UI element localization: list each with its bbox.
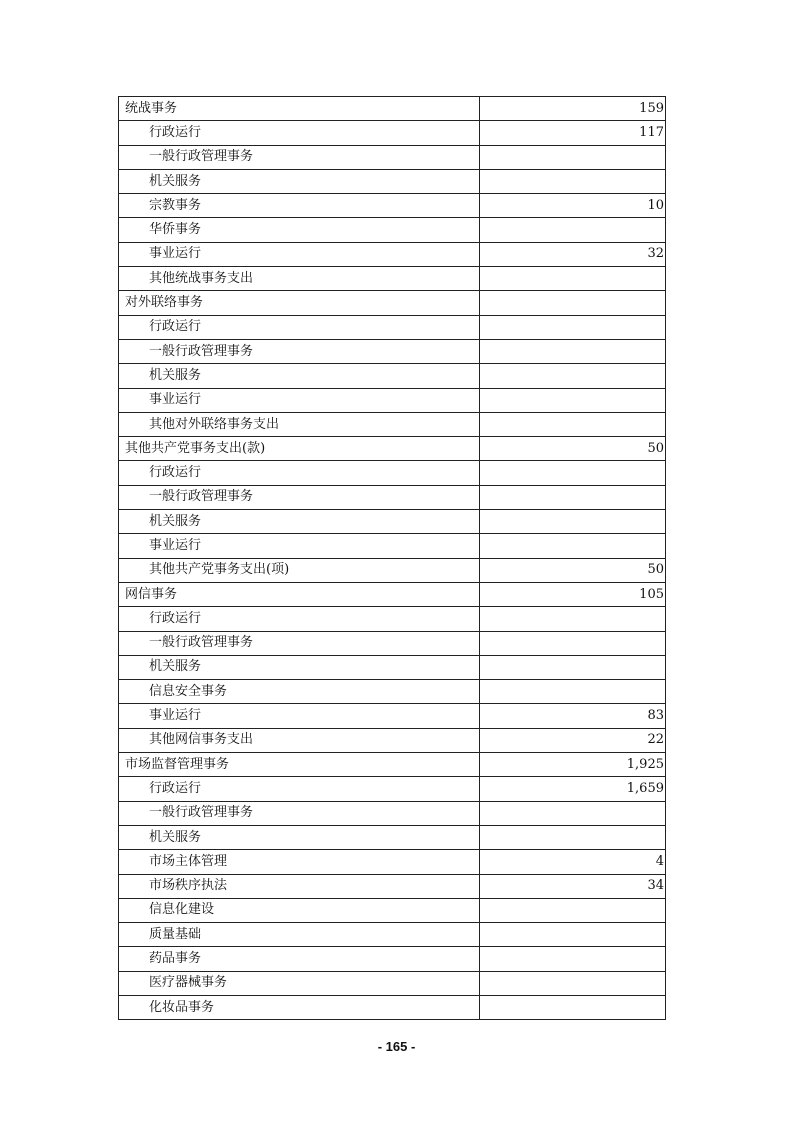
item-name: 行政运行 — [119, 461, 480, 485]
subitem-row — [119, 680, 666, 704]
item-name: 药品事务 — [119, 947, 480, 971]
subitem-row — [119, 947, 666, 971]
item-name: 机关服务 — [119, 169, 480, 193]
item-amount — [480, 364, 666, 388]
subitem-row — [119, 461, 666, 485]
subitem-row — [119, 121, 666, 145]
item-amount — [480, 339, 666, 363]
item-amount: 1,659 — [480, 777, 666, 801]
item-name: 网信事务 — [119, 582, 480, 606]
subitem-row — [119, 194, 666, 218]
item-amount — [480, 631, 666, 655]
item-name: 事业运行 — [119, 242, 480, 266]
item-name: 宗教事务 — [119, 194, 480, 218]
item-amount — [480, 655, 666, 679]
item-name: 事业运行 — [119, 704, 480, 728]
subitem-row — [119, 607, 666, 631]
item-name: 其他对外联络事务支出 — [119, 412, 480, 436]
item-name: 对外联络事务 — [119, 291, 480, 315]
subitem-row — [119, 510, 666, 534]
item-amount: 117 — [480, 121, 666, 145]
item-name: 信息化建设 — [119, 898, 480, 922]
item-amount — [480, 923, 666, 947]
item-name: 市场监督管理事务 — [119, 753, 480, 777]
item-name: 其他共产党事务支出(项) — [119, 558, 480, 582]
item-amount: 50 — [480, 437, 666, 461]
subitem-row — [119, 485, 666, 509]
item-amount — [480, 825, 666, 849]
item-amount: 4 — [480, 850, 666, 874]
item-name: 其他统战事务支出 — [119, 267, 480, 291]
subitem-row — [119, 971, 666, 995]
item-name: 事业运行 — [119, 388, 480, 412]
subitem-row — [119, 267, 666, 291]
item-name: 一般行政管理事务 — [119, 801, 480, 825]
item-name: 华侨事务 — [119, 218, 480, 242]
item-amount: 159 — [480, 97, 666, 121]
subitem-row — [119, 777, 666, 801]
subitem-row — [119, 534, 666, 558]
subitem-row — [119, 388, 666, 412]
category-row — [119, 753, 666, 777]
item-name: 市场秩序执法 — [119, 874, 480, 898]
subitem-row — [119, 169, 666, 193]
item-amount — [480, 947, 666, 971]
item-name: 统战事务 — [119, 97, 480, 121]
item-name: 化妆品事务 — [119, 995, 480, 1019]
item-amount — [480, 315, 666, 339]
item-amount — [480, 607, 666, 631]
subitem-row — [119, 995, 666, 1019]
subitem-row — [119, 728, 666, 752]
item-name: 一般行政管理事务 — [119, 339, 480, 363]
item-amount — [480, 680, 666, 704]
subitem-row — [119, 655, 666, 679]
item-amount — [480, 461, 666, 485]
item-amount — [480, 898, 666, 922]
item-name: 机关服务 — [119, 510, 480, 534]
item-name: 行政运行 — [119, 121, 480, 145]
item-amount — [480, 145, 666, 169]
subitem-row — [119, 145, 666, 169]
item-name: 医疗器械事务 — [119, 971, 480, 995]
item-name: 其他共产党事务支出(款) — [119, 437, 480, 461]
item-name: 市场主体管理 — [119, 850, 480, 874]
item-name: 机关服务 — [119, 364, 480, 388]
subitem-row — [119, 825, 666, 849]
item-name: 行政运行 — [119, 607, 480, 631]
item-amount — [480, 267, 666, 291]
subitem-row — [119, 898, 666, 922]
item-amount: 105 — [480, 582, 666, 606]
category-row — [119, 291, 666, 315]
subitem-row — [119, 412, 666, 436]
subitem-row — [119, 874, 666, 898]
item-amount — [480, 510, 666, 534]
item-amount — [480, 801, 666, 825]
item-amount — [480, 971, 666, 995]
item-name: 信息安全事务 — [119, 680, 480, 704]
item-amount: 83 — [480, 704, 666, 728]
item-amount: 50 — [480, 558, 666, 582]
table-body — [119, 97, 666, 1020]
item-amount — [480, 412, 666, 436]
item-name: 行政运行 — [119, 777, 480, 801]
subitem-row — [119, 242, 666, 266]
item-name: 其他网信事务支出 — [119, 728, 480, 752]
item-amount: 10 — [480, 194, 666, 218]
subitem-row — [119, 558, 666, 582]
item-amount: 32 — [480, 242, 666, 266]
page-number: - 165 - — [377, 1039, 416, 1054]
subitem-row — [119, 631, 666, 655]
item-amount — [480, 218, 666, 242]
subitem-row — [119, 704, 666, 728]
subitem-row — [119, 364, 666, 388]
item-name: 行政运行 — [119, 315, 480, 339]
category-row — [119, 97, 666, 121]
category-row — [119, 582, 666, 606]
item-name: 机关服务 — [119, 825, 480, 849]
item-amount: 22 — [480, 728, 666, 752]
item-amount — [480, 995, 666, 1019]
item-amount — [480, 534, 666, 558]
item-amount — [480, 169, 666, 193]
subitem-row — [119, 218, 666, 242]
subitem-row — [119, 850, 666, 874]
item-name: 事业运行 — [119, 534, 480, 558]
item-amount: 34 — [480, 874, 666, 898]
item-amount: 1,925 — [480, 753, 666, 777]
subitem-row — [119, 339, 666, 363]
subitem-row — [119, 801, 666, 825]
subitem-row — [119, 923, 666, 947]
item-name: 质量基础 — [119, 923, 480, 947]
item-amount — [480, 485, 666, 509]
category-row — [119, 437, 666, 461]
item-name: 一般行政管理事务 — [119, 631, 480, 655]
subitem-row — [119, 315, 666, 339]
budget-table — [118, 96, 666, 1020]
item-name: 一般行政管理事务 — [119, 145, 480, 169]
item-amount — [480, 388, 666, 412]
item-name: 机关服务 — [119, 655, 480, 679]
item-amount — [480, 291, 666, 315]
item-name: 一般行政管理事务 — [119, 485, 480, 509]
